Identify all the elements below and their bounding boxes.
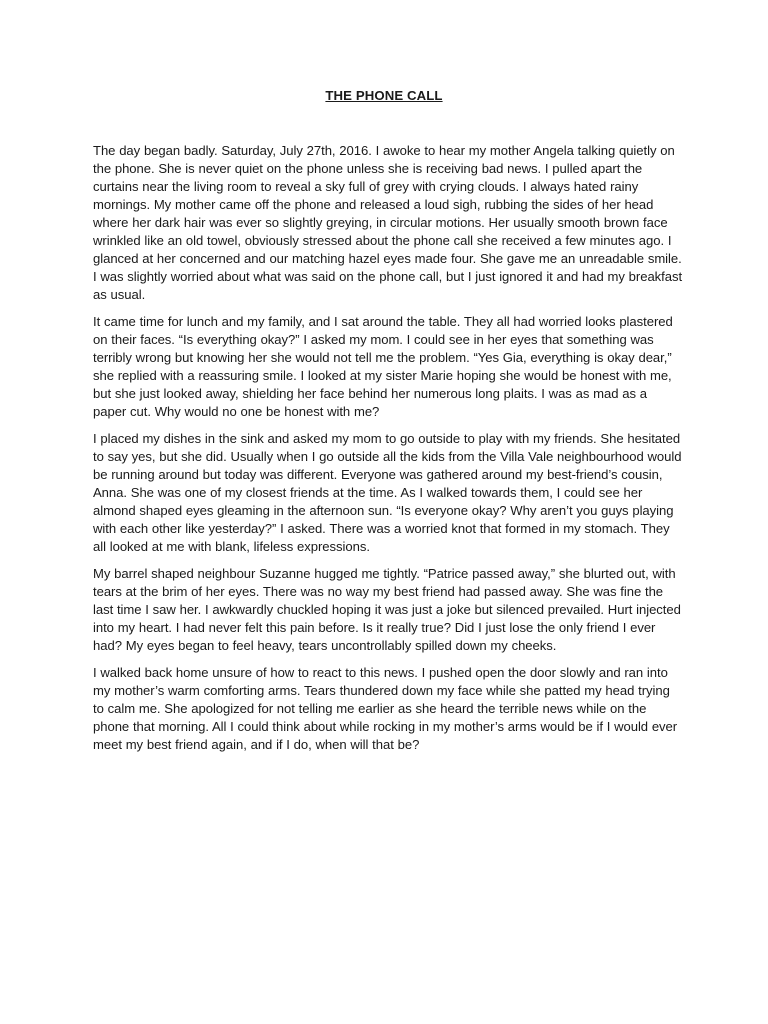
paragraph-2: It came time for lunch and my family, and I sat around the table. They all had worried looks plastered on their faces. “Is everything okay?” I asked my mom. I could see in her eyes that something was terribly wrong but knowing her she would not tell me the problem. “Yes Gia, everything is okay dear,” she replied with a reassuring smile. I looked at my sister Marie hoping she would be honest with me, but she just looked away, shielding her face behind her numerous long plaits. I was as mad as a paper cut. Why would no one be honest with me? [93, 314, 673, 419]
paragraph-3: I placed my dishes in the sink and asked my mom to go outside to play with my friends. She hesitated to say yes, but she did. Usually when I go outside all the kids from the Villa Vale neighbourhood would be running around but today was different. Everyone was gathered around my best-friend’s cousin, Anna. She was one of my closest friends at the time. As I walked towards them, I could see her almond shaped eyes gleaming in the afternoon sun. “Is everyone okay? Why aren’t you guys playing with each other like yesterday?” I asked. There was a worried knot that formed in my stomach. They all looked at me with blank, lifeless expressions. [93, 431, 682, 554]
page-title: THE PHONE CALL [325, 88, 443, 103]
paragraph-5: I walked back home unsure of how to react to this news. I pushed open the door slowly and ran into my mother’s warm comforting arms. Tears thundered down my face while she patted my head trying to calm me. She apologized for not telling me earlier as she heard the terrible news while on the phone that morning. All I could think about while rocking in my mother’s arms would be if I would ever meet my best friend again, and if I do, when will that be? [93, 665, 678, 752]
paragraph-4: My barrel shaped neighbour Suzanne hugged me tightly. “Patrice passed away,” she blurted out, with tears at the brim of her eyes. There was no way my best friend had passed away. She was fine the last time I saw her. I awkwardly chuckled hoping it was just a joke but silenced prevailed. Hurt injected into my heart. I had never felt this pain before. Is it really true? Did I just lose the only friend I ever had? My eyes began to feel heavy, tears uncontrollably spilled down my cheeks. [93, 566, 681, 653]
document-body [93, 142, 683, 763]
paragraph-1: The day began badly. Saturday, July 27th, 2016. I awoke to hear my mother Angela talking quietly on the phone. She is never quiet on the phone unless she is receiving bad news. I pulled apart the curtains near the living room to reveal a sky full of grey with crying clouds. I always hated rainy mornings. My mother came off the phone and released a loud sigh, rubbing the sides of her head where her dark hair was ever so slightly greying, in circular motions. Her usually smooth brown face wrinkled like an old towel, obviously stressed about the phone call she received a few minutes ago. I glanced at her concerned and our matching hazel eyes made four. She gave me an unreadable smile. I was slightly worried about what was said on the phone call, but I just ignored it and had my breakfast as usual. [93, 143, 683, 302]
